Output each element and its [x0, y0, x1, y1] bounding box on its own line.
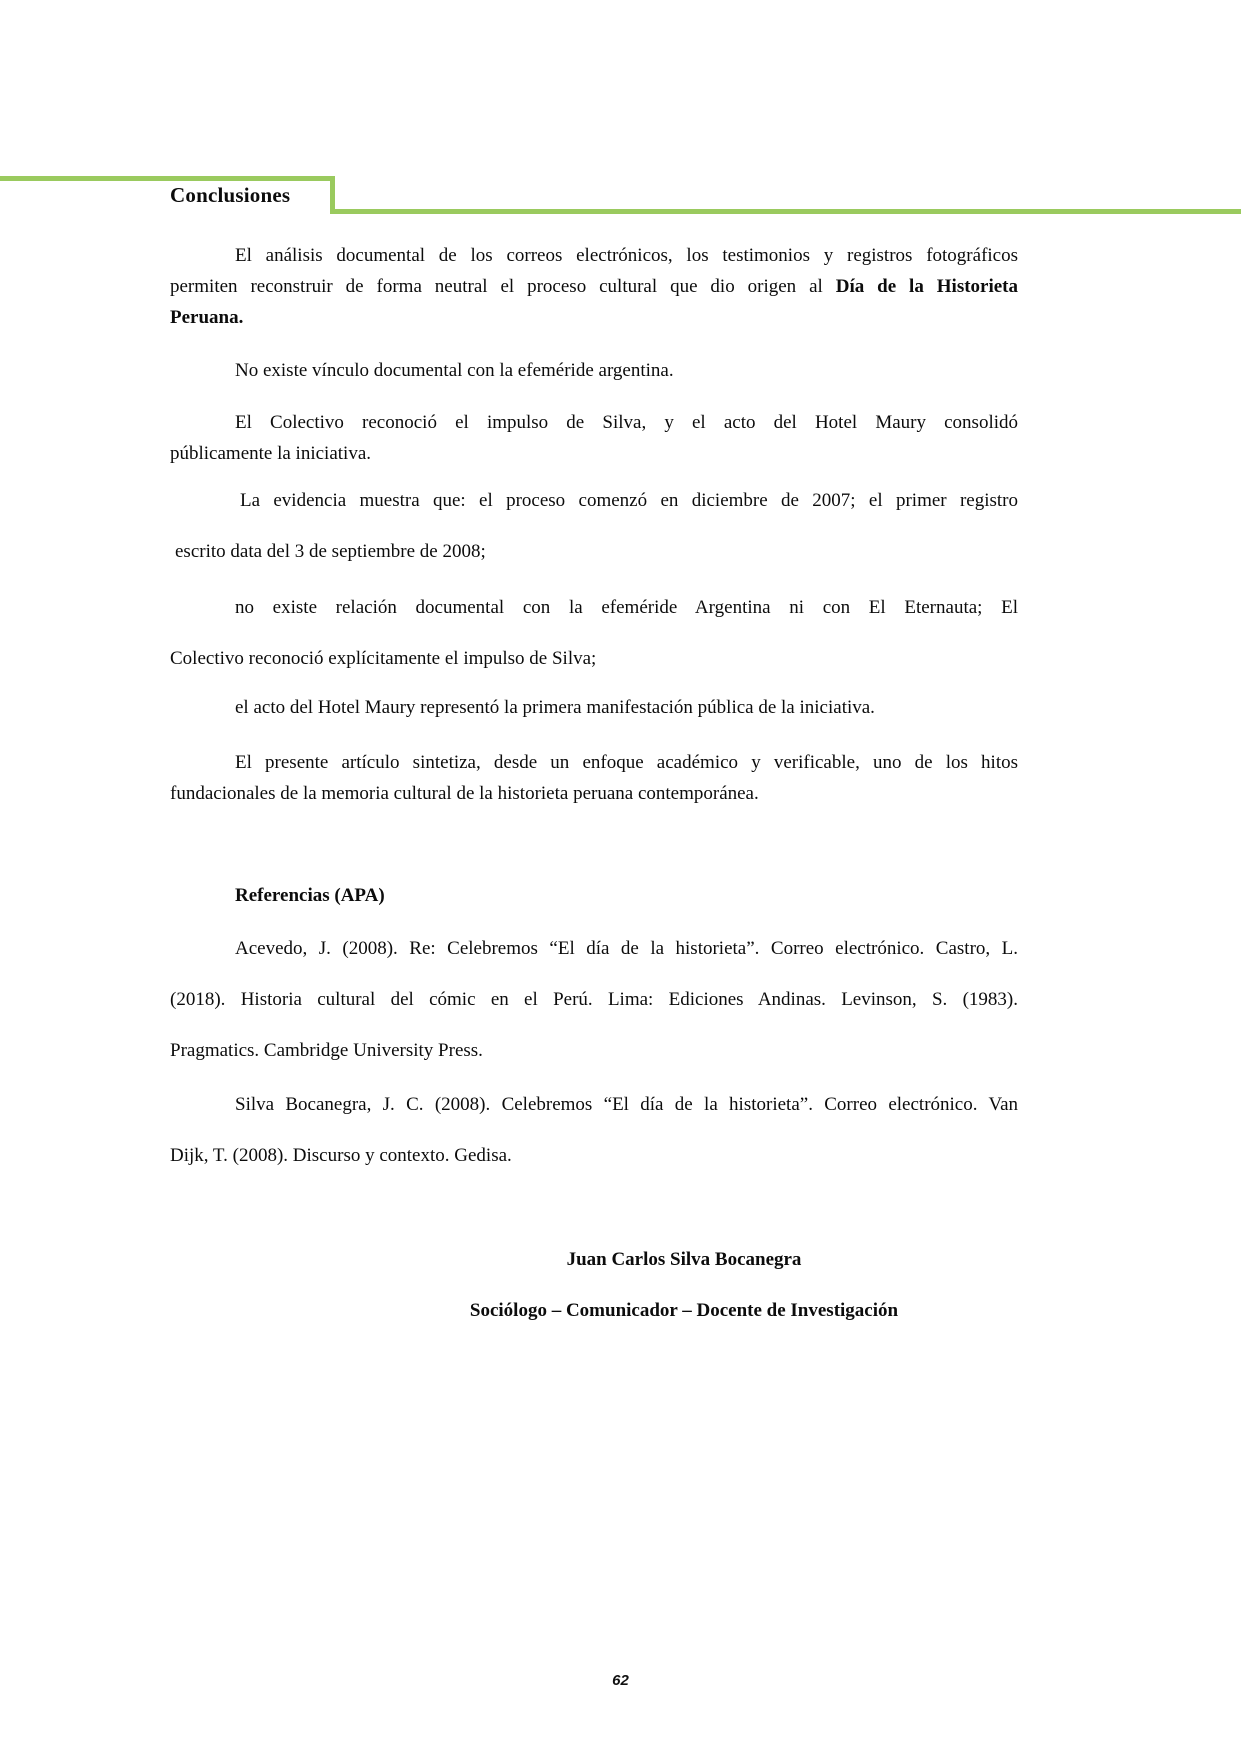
section-heading: Conclusiones	[170, 183, 291, 207]
paragraph-no-vinculo	[170, 355, 1018, 386]
reference-entry	[170, 923, 1018, 1076]
paragraph-sintesis	[170, 747, 1018, 809]
signature-block	[170, 1234, 1018, 1336]
reference-entry	[170, 1079, 1018, 1181]
text-line: La evidencia muestra que: el proceso comenzó en diciembre de 2007; el primer registro	[240, 490, 1018, 511]
text-line: Pragmatics. Cambridge University Press.	[170, 1040, 483, 1061]
text-line: Acevedo, J. (2008). Re: Celebremos “El día de la historieta”. Correo electrónico. Castro, L.	[235, 938, 1018, 959]
signature-name: Juan Carlos Silva Bocanegra	[566, 1249, 802, 1270]
text-line: públicamente la iniciativa.	[170, 443, 372, 464]
page-number: 62	[612, 1672, 629, 1689]
text-line: Silva Bocanegra, J. C. (2008). Celebremos “El día de la historieta”. Correo electrónico. Van	[235, 1094, 1018, 1115]
text-line: fundacionales de la memoria cultural de la historieta peruana contemporánea.	[170, 783, 759, 804]
text-run-bold: Día de la Historieta	[835, 276, 1019, 297]
paragraph-analisis	[170, 240, 1018, 333]
text-line: El Colectivo reconoció el impulso de Silva, y el acto del Hotel Maury consolidó	[235, 412, 1018, 433]
references-heading: Referencias (APA)	[235, 885, 385, 906]
signature-title: Sociólogo – Comunicador – Docente de Investigación	[469, 1300, 899, 1321]
text-line: (2018). Historia cultural del cómic en el Perú. Lima: Ediciones Andinas. Levinson, S. (1983).	[170, 989, 1018, 1010]
text-line: Dijk, T. (2008). Discurso y contexto. Gedisa.	[170, 1145, 512, 1166]
text-run: permiten reconstruir de forma neutral el proceso cultural que dio origen al	[170, 276, 836, 297]
paragraph-hotel-maury	[170, 692, 1018, 723]
document-content	[170, 240, 1018, 1336]
text-line: El análisis documental de los correos electrónicos, los testimonios y registros fotográficos	[235, 245, 1018, 266]
text-line: El presente artículo sintetiza, desde un enfoque académico y verificable, uno de los hitos	[235, 752, 1018, 773]
text-line: el acto del Hotel Maury representó la primera manifestación pública de la iniciativa.	[235, 697, 875, 718]
text-line: No existe vínculo documental con la efeméride argentina.	[235, 360, 674, 381]
paragraph-colectivo	[170, 407, 1018, 469]
accent-line-bottom	[330, 209, 1241, 214]
text-line: Colectivo reconoció explícitamente el impulso de Silva;	[170, 648, 597, 669]
accent-line-top	[0, 176, 335, 181]
text-line: no existe relación documental con la efeméride Argentina ni con El Eternauta; El	[235, 597, 1018, 618]
paragraph-evidencia	[170, 475, 1018, 577]
paragraph-relacion	[170, 582, 1018, 684]
text-line: escrito data del 3 de septiembre de 2008;	[175, 541, 486, 562]
text-line	[170, 271, 1018, 302]
text-line: Peruana.	[170, 307, 244, 328]
